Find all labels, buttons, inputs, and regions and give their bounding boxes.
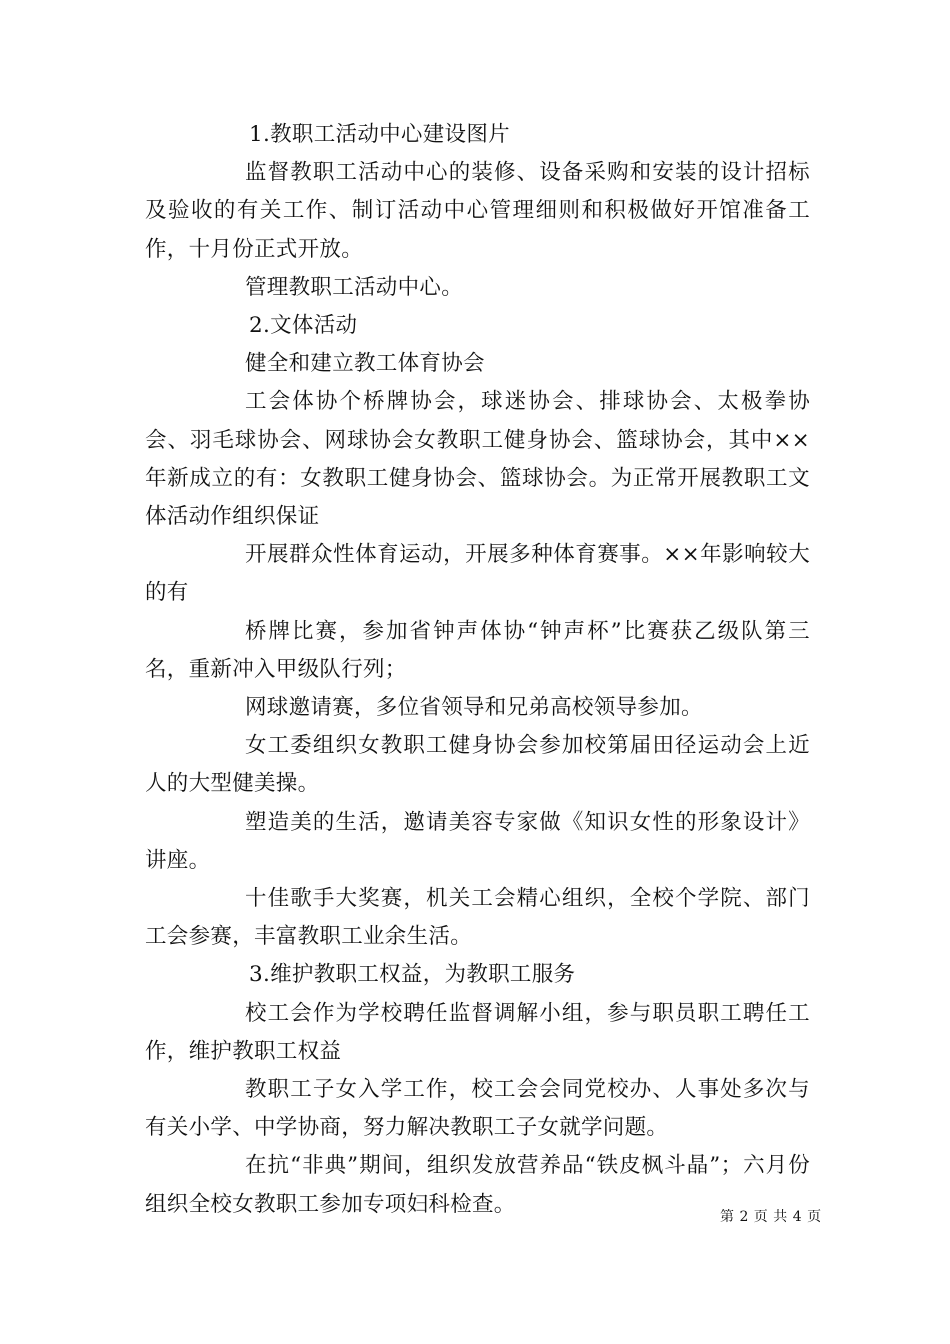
- paragraph-sports-association: 健全和建立教工体育协会: [245, 351, 485, 377]
- paragraph-aerobics: 女工委组织女教职工健身协会参加校第届田径运动会上近人的大型健美操。: [145, 733, 810, 797]
- paragraph-management: 管理教职工活动中心。: [245, 274, 464, 300]
- section-heading-rights: 3.维护教职工权益，为教职工服务: [249, 962, 576, 988]
- paragraph-tennis: 网球邀请赛，多位省领导和兄弟高校领导参加。: [245, 695, 703, 721]
- document-body: [145, 116, 810, 1224]
- section-heading-sports: 2.文体活动: [249, 313, 358, 339]
- paragraph-associations-list: 工会体协个桥牌协会，球迷协会、排球协会、太极拳协会、羽毛球协会、网球协会女教职工健身协会、篮球协会，其中××年新成立的有：女教职工健身协会、篮球协会。为正常开展教职工文体活动作组织保证: [145, 389, 810, 530]
- paragraph-supervision: 监督教职工活动中心的装修、设备采购和安装的设计招标及验收的有关工作、制订活动中心管理细则和积极做好开馆准备工作，十月份正式开放。: [145, 160, 810, 262]
- paragraph-mass-sports: 开展群众性体育运动，开展多种体育赛事。××年影响较大的有: [145, 542, 810, 606]
- paragraph-lecture: 塑造美的生活，邀请美容专家做《知识女性的形象设计》讲座。: [145, 809, 810, 873]
- page-number-footer: 第 2 页 共 4 页: [720, 1209, 822, 1225]
- paragraph-sars: 在抗“非典”期间，组织发放营养品“铁皮枫斗晶”；六月份组织全校女教职工参加专项妇科检查。: [145, 1153, 810, 1217]
- section-heading-activity-center: 1.教职工活动中心建设图片: [249, 122, 510, 147]
- paragraph-bridge-match: 桥牌比赛，参加省钟声体协“钟声杯”比赛获乙级队第三名，重新冲入甲级队行列；: [145, 618, 810, 682]
- paragraph-singer-contest: 十佳歌手大奖赛，机关工会精心组织，全校个学院、部门工会参赛，丰富教职工业余生活。: [145, 886, 810, 950]
- paragraph-employment: 校工会作为学校聘任监督调解小组，参与职员职工聘任工作，维护教职工权益: [145, 1000, 810, 1064]
- paragraph-children-school: 教职工子女入学工作，校工会会同党校办、人事处多次与有关小学、中学协商，努力解决教职工子女就学问题。: [145, 1077, 810, 1141]
